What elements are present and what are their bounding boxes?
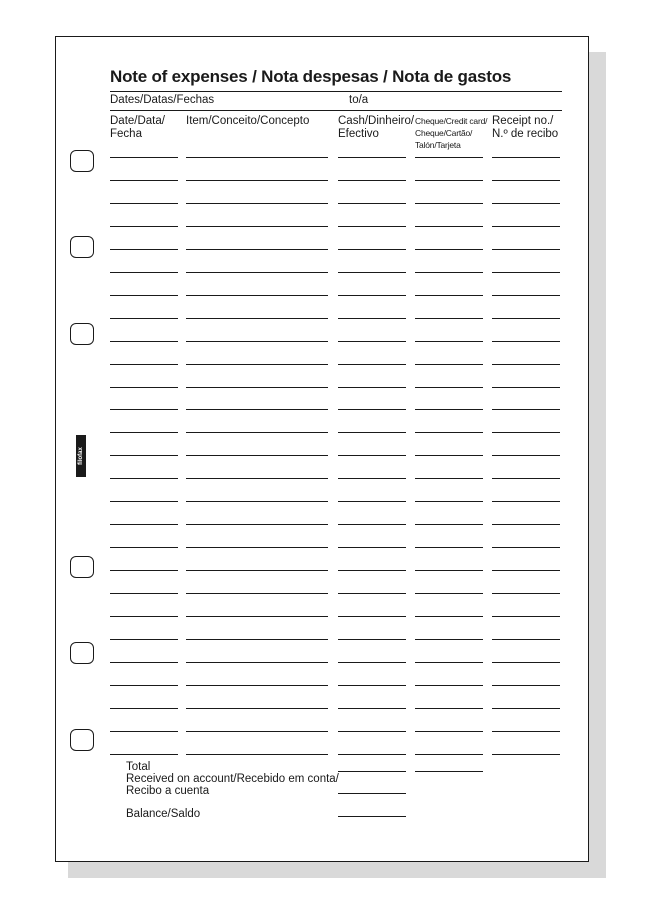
item-entry-line[interactable]: [186, 364, 328, 365]
item-entry-line[interactable]: [186, 341, 328, 342]
date-entry-line[interactable]: [110, 616, 178, 617]
title-rule: [110, 91, 562, 92]
cheque-entry-line[interactable]: [415, 203, 483, 204]
receipt-entry-line[interactable]: [492, 754, 560, 755]
received-cash-line[interactable]: [338, 793, 406, 794]
cheque-entry-line[interactable]: [415, 226, 483, 227]
expense-form-sheet: Note of expenses / Nota despesas / Nota de gastos Dates/Datas/Fechas to/a Date/Data/ Fecha Item/Conceito/Concepto Cash/Dinheiro/ Efectivo Cheque/Credit card/ Cheque/Cartão/ Talón/Tarjeta Receipt no./ N.º de recibo Total Received on account/Recebido em conta/ Recibo a cuenta Balance/Saldo filofax: [55, 36, 589, 862]
cheque-entry-line[interactable]: [415, 593, 483, 594]
dates-label: Dates/Datas/Fechas: [110, 94, 215, 106]
receipt-entry-line[interactable]: [492, 409, 560, 410]
cheque-entry-line[interactable]: [415, 318, 483, 319]
dates-rule[interactable]: [110, 110, 562, 111]
date-entry-line[interactable]: [110, 478, 178, 479]
date-entry-line[interactable]: [110, 180, 178, 181]
item-entry-line[interactable]: [186, 203, 328, 204]
cash-entry-line[interactable]: [338, 318, 406, 319]
received-label-line2: Recibo a cuenta: [126, 785, 210, 797]
receipt-entry-line[interactable]: [492, 708, 560, 709]
receipt-entry-line[interactable]: [492, 203, 560, 204]
item-entry-line[interactable]: [186, 318, 328, 319]
receipt-entry-line[interactable]: [492, 731, 560, 732]
cheque-entry-line[interactable]: [415, 272, 483, 273]
cash-entry-line[interactable]: [338, 249, 406, 250]
receipt-entry-line[interactable]: [492, 501, 560, 502]
item-entry-line[interactable]: [186, 226, 328, 227]
item-entry-line[interactable]: [186, 685, 328, 686]
cash-entry-line[interactable]: [338, 455, 406, 456]
cash-entry-line[interactable]: [338, 754, 406, 755]
date-entry-line[interactable]: [110, 203, 178, 204]
receipt-entry-line[interactable]: [492, 478, 560, 479]
cash-entry-line[interactable]: [338, 387, 406, 388]
receipt-entry-line[interactable]: [492, 180, 560, 181]
item-entry-line[interactable]: [186, 409, 328, 410]
cheque-entry-line[interactable]: [415, 157, 483, 158]
item-entry-line[interactable]: [186, 708, 328, 709]
date-entry-line[interactable]: [110, 639, 178, 640]
date-entry-line[interactable]: [110, 409, 178, 410]
cheque-entry-line[interactable]: [415, 524, 483, 525]
cheque-entry-line[interactable]: [415, 409, 483, 410]
date-entry-line[interactable]: [110, 387, 178, 388]
cheque-entry-line[interactable]: [415, 180, 483, 181]
date-entry-line[interactable]: [110, 157, 178, 158]
cash-entry-line[interactable]: [338, 593, 406, 594]
receipt-entry-line[interactable]: [492, 593, 560, 594]
to-label: to/a: [349, 94, 369, 106]
binder-hole: [70, 642, 94, 664]
binder-hole: [70, 729, 94, 751]
date-entry-line[interactable]: [110, 364, 178, 365]
item-entry-line[interactable]: [186, 272, 328, 273]
receipt-entry-line[interactable]: [492, 662, 560, 663]
cheque-entry-line[interactable]: [415, 662, 483, 663]
binder-hole: [70, 236, 94, 258]
cash-entry-line[interactable]: [338, 547, 406, 548]
balance-label: Balance/Saldo: [126, 808, 201, 820]
binder-hole: [70, 323, 94, 345]
cheque-entry-line[interactable]: [415, 478, 483, 479]
date-entry-line[interactable]: [110, 226, 178, 227]
form-title: Note of expenses / Nota despesas / Nota de gastos: [110, 67, 512, 86]
cheque-entry-line[interactable]: [415, 616, 483, 617]
receipt-entry-line[interactable]: [492, 341, 560, 342]
cash-entry-line[interactable]: [338, 501, 406, 502]
cheque-entry-line[interactable]: [415, 639, 483, 640]
cheque-entry-line[interactable]: [415, 341, 483, 342]
receipt-entry-line[interactable]: [492, 524, 560, 525]
receipt-entry-line[interactable]: [492, 318, 560, 319]
cash-entry-line[interactable]: [338, 524, 406, 525]
date-entry-line[interactable]: [110, 662, 178, 663]
item-entry-line[interactable]: [186, 616, 328, 617]
item-entry-line[interactable]: [186, 501, 328, 502]
receipt-entry-line[interactable]: [492, 570, 560, 571]
cash-entry-line[interactable]: [338, 180, 406, 181]
date-entry-line[interactable]: [110, 570, 178, 571]
total-label: Total: [126, 761, 151, 773]
binder-hole: [70, 556, 94, 578]
receipt-entry-line[interactable]: [492, 455, 560, 456]
item-entry-line[interactable]: [186, 432, 328, 433]
item-entry-line[interactable]: [186, 249, 328, 250]
date-entry-line[interactable]: [110, 754, 178, 755]
total-cash-line[interactable]: [338, 771, 406, 772]
item-entry-line[interactable]: [186, 547, 328, 548]
date-entry-line[interactable]: [110, 318, 178, 319]
cheque-entry-line[interactable]: [415, 249, 483, 250]
date-entry-line[interactable]: [110, 295, 178, 296]
cash-entry-line[interactable]: [338, 226, 406, 227]
cash-entry-line[interactable]: [338, 364, 406, 365]
cash-entry-line[interactable]: [338, 731, 406, 732]
total-cheque-line[interactable]: [415, 771, 483, 772]
date-entry-line[interactable]: [110, 547, 178, 548]
item-entry-line[interactable]: [186, 455, 328, 456]
cheque-entry-line[interactable]: [415, 387, 483, 388]
item-entry-line[interactable]: [186, 731, 328, 732]
cheque-entry-line[interactable]: [415, 547, 483, 548]
binder-hole: [70, 150, 94, 172]
cash-entry-line[interactable]: [338, 708, 406, 709]
cash-entry-line[interactable]: [338, 662, 406, 663]
date-entry-line[interactable]: [110, 272, 178, 273]
cash-entry-line[interactable]: [338, 478, 406, 479]
date-entry-line[interactable]: [110, 455, 178, 456]
item-entry-line[interactable]: [186, 570, 328, 571]
receipt-entry-line[interactable]: [492, 157, 560, 158]
cash-entry-line[interactable]: [338, 409, 406, 410]
date-entry-line[interactable]: [110, 341, 178, 342]
item-entry-line[interactable]: [186, 639, 328, 640]
cheque-entry-line[interactable]: [415, 685, 483, 686]
cheque-entry-line[interactable]: [415, 754, 483, 755]
date-entry-line[interactable]: [110, 731, 178, 732]
receipt-entry-line[interactable]: [492, 547, 560, 548]
cheque-entry-line[interactable]: [415, 731, 483, 732]
item-entry-line[interactable]: [186, 387, 328, 388]
receipt-entry-line[interactable]: [492, 685, 560, 686]
brand-logo: [76, 435, 86, 477]
item-entry-line[interactable]: [186, 593, 328, 594]
date-entry-line[interactable]: [110, 501, 178, 502]
receipt-entry-line[interactable]: [492, 616, 560, 617]
date-entry-line[interactable]: [110, 249, 178, 250]
item-entry-line[interactable]: [186, 478, 328, 479]
date-entry-line[interactable]: [110, 432, 178, 433]
item-entry-line[interactable]: [186, 157, 328, 158]
item-entry-line[interactable]: [186, 524, 328, 525]
receipt-entry-line[interactable]: [492, 364, 560, 365]
receipt-entry-line[interactable]: [492, 249, 560, 250]
brand-text: filofax: [78, 447, 84, 465]
cash-entry-line[interactable]: [338, 570, 406, 571]
cash-entry-line[interactable]: [338, 157, 406, 158]
cash-entry-line[interactable]: [338, 341, 406, 342]
receipt-entry-line[interactable]: [492, 295, 560, 296]
cash-entry-line[interactable]: [338, 685, 406, 686]
cheque-entry-line[interactable]: [415, 570, 483, 571]
receipt-entry-line[interactable]: [492, 272, 560, 273]
date-entry-line[interactable]: [110, 685, 178, 686]
receipt-entry-line[interactable]: [492, 387, 560, 388]
date-entry-line[interactable]: [110, 593, 178, 594]
cash-entry-line[interactable]: [338, 432, 406, 433]
cheque-entry-line[interactable]: [415, 708, 483, 709]
cheque-entry-line[interactable]: [415, 501, 483, 502]
cheque-entry-line[interactable]: [415, 455, 483, 456]
balance-cash-line[interactable]: [338, 816, 406, 817]
cheque-entry-line[interactable]: [415, 364, 483, 365]
item-entry-line[interactable]: [186, 180, 328, 181]
cash-entry-line[interactable]: [338, 639, 406, 640]
cash-entry-line[interactable]: [338, 295, 406, 296]
received-label-line1: Received on account/Recebido em conta/: [126, 773, 339, 785]
cash-entry-line[interactable]: [338, 616, 406, 617]
date-entry-line[interactable]: [110, 708, 178, 709]
cheque-entry-line[interactable]: [415, 295, 483, 296]
receipt-entry-line[interactable]: [492, 226, 560, 227]
cash-entry-line[interactable]: [338, 203, 406, 204]
cash-entry-line[interactable]: [338, 272, 406, 273]
receipt-entry-line[interactable]: [492, 639, 560, 640]
receipt-entry-line[interactable]: [492, 432, 560, 433]
item-entry-line[interactable]: [186, 662, 328, 663]
date-entry-line[interactable]: [110, 524, 178, 525]
item-entry-line[interactable]: [186, 754, 328, 755]
item-entry-line[interactable]: [186, 295, 328, 296]
cheque-entry-line[interactable]: [415, 432, 483, 433]
